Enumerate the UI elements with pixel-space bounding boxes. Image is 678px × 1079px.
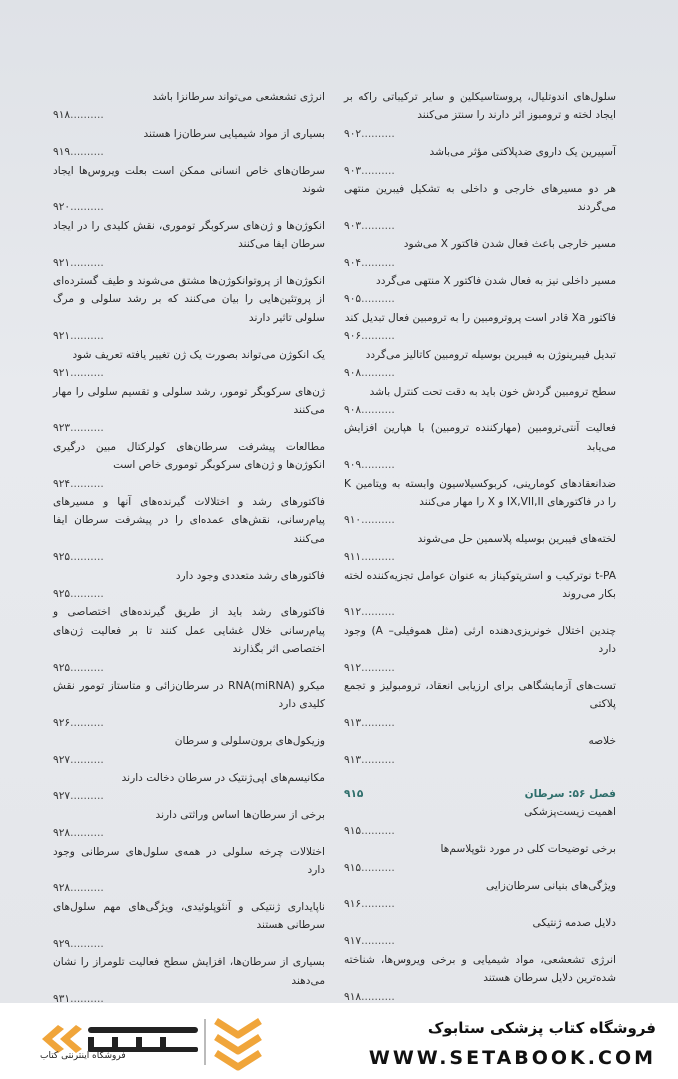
toc-entry-title: هر دو مسیرهای خارجی و داخلی به تشکیل فیبرین منتهی می‌گردند: [344, 183, 616, 214]
page-number: ۹۱۸: [53, 109, 71, 122]
toc-entry: [344, 530, 616, 567]
watermark-footer: [0, 1003, 678, 1079]
page-number: ۹۰۴: [344, 256, 362, 269]
toc-entry-page: [344, 254, 616, 272]
page-number: ۹۱۸: [344, 990, 362, 1003]
toc-entry: [344, 143, 616, 180]
page-number: ۹۱۲: [344, 661, 362, 674]
toc-entry-page: [53, 585, 325, 603]
toc-entry-title: اهمیت زیست‌پزشکی: [524, 806, 616, 819]
toc-entry-title: ژن‌های سرکوبگر تومور، رشد سلولی و تقسیم سلولی را مهار می‌کنند: [53, 385, 325, 416]
toc-entry: [53, 346, 325, 383]
toc-entry-title: تبدیل فیبرینوژن به فیبرین بوسیله ترومبین کاتالیز می‌گردد: [365, 348, 616, 361]
toc-entry-title: خلاصه: [588, 735, 616, 748]
toc-entry: [53, 806, 325, 843]
toc-entry: [344, 914, 616, 951]
page-number: ۹۲۱: [53, 256, 71, 269]
toc-entry-title: بسیاری از سرطان‌ها، افزایش سطح فعالیت تلومراز را نشان می‌دهند: [53, 956, 325, 987]
page-number: ۹۰۶: [344, 330, 362, 343]
toc-entry-page: [344, 932, 616, 950]
toc-entry: [344, 622, 616, 677]
dot-leader: ..........: [70, 256, 104, 269]
toc-entry-page: [53, 475, 325, 493]
toc-entry-title: فعالیت آنتی‌ترومبین (مهارکننده ترومبین) با هپارین افزایش می‌یابد: [344, 422, 616, 453]
dot-leader: ..........: [70, 146, 104, 159]
toc-entry-title: ویژگی‌های بنیانی سرطان‌زایی: [486, 880, 616, 893]
toc-entry-title: فاکتورهای رشد و اختلالات گیرنده‌های آنها و مسیرهای پیام‌رسانی، نقش‌های عمده‌ای را در پیشرفت سرطان ایفا می‌کنند: [53, 495, 325, 545]
toc-entry-page: [53, 714, 325, 732]
toc-entry-page: [53, 254, 325, 272]
page-number: ۹۱۵: [344, 861, 362, 874]
dot-leader: ..........: [70, 790, 104, 803]
toc-entry-page: [344, 548, 616, 566]
toc-entry-page: [53, 106, 325, 124]
toc-entry-page: [344, 290, 616, 308]
toc-entry-page: [344, 327, 616, 345]
toc-entry-title: برخی توضیحات کلی در مورد نئوپلاسم‌ها: [440, 843, 616, 856]
dot-leader: ..........: [361, 716, 395, 729]
toc-entry-page: [344, 895, 616, 913]
dot-leader: ..........: [70, 753, 104, 766]
toc-entry: [53, 217, 325, 272]
page-number: ۹۲۸: [53, 827, 71, 840]
dot-leader: ..........: [361, 459, 395, 472]
toc-entry-page: [344, 401, 616, 419]
dot-leader: ..........: [70, 937, 104, 950]
store-name: فروشگاه کتاب پزشکی ستابوک: [427, 1019, 656, 1037]
toc-entry-page: [53, 787, 325, 805]
toc-entry-title: t-PA نوترکیب و استرپتوکیناز به عنوان عوامل تجزیه‌کننده لخته بکار می‌روند: [344, 569, 616, 600]
toc-entry: [344, 88, 616, 143]
toc-entry: [344, 732, 616, 769]
toc-entry-page: [344, 988, 616, 1004]
toc-entry-page: [53, 935, 325, 953]
page-number: ۹۲۱: [53, 330, 71, 343]
toc-entry-page: [53, 990, 325, 1003]
page-number: ۹۲۳: [53, 422, 71, 435]
chapter-page: ۹۱۵: [344, 788, 364, 801]
toc-entry-page: [53, 143, 325, 161]
toc-entry: [53, 898, 325, 953]
page-number: ۹۲۸: [53, 882, 71, 895]
dot-leader: ..........: [361, 898, 395, 911]
dot-leader: ..........: [361, 330, 395, 343]
toc-entry: [344, 235, 616, 272]
toc-entry: [344, 383, 616, 420]
toc-entry-page: [53, 659, 325, 677]
toc-entry-title: مکانیسم‌های اپی‌ژنتیک در سرطان دخالت دارند: [121, 772, 325, 785]
toc-entry-page: [53, 364, 325, 382]
dot-leader: ..........: [70, 992, 104, 1003]
toc-entry-title: مطالعات پیشرفت سرطان‌های کولرکتال مبین درگیری انکوژن‌ها و ژن‌های سرکوبگر توموری خاص است: [53, 440, 325, 472]
page-number: ۹۱۶: [344, 898, 362, 911]
toc-entry: [344, 677, 616, 732]
dot-leader: ..........: [70, 422, 104, 435]
page-number: ۹۲۷: [53, 790, 71, 803]
toc-entry-title: ناپایداری ژنتیکی و آنئوپلوئیدی، ویژگی‌های مهم سلول‌های سرطانی هستند: [53, 900, 325, 932]
dot-leader: ..........: [70, 661, 104, 674]
dot-leader: ..........: [70, 827, 104, 840]
toc-entry-page: [53, 879, 325, 897]
toc-entry-title: سطح ترومبین گردش خون باید به دقت تحت کنترل باشد: [369, 385, 616, 398]
toc-entry-page: [344, 822, 616, 840]
toc-entry-title: تست‌های آزمایشگاهی برای ارزیابی انعقاد، ترومبولیز و تجمع پلاکتی: [344, 680, 616, 711]
toc-entry-title: چندین اختلال خونریزی‌دهنده ارثی (مثل هموفیلی– A) وجود دارد: [344, 624, 617, 656]
toc-entry: [53, 162, 325, 217]
toc-entry: [344, 346, 616, 383]
toc-left-column: [53, 88, 325, 1003]
toc-entry-title: لخته‌های فیبرین بوسیله پلاسمین حل می‌شوند: [417, 532, 616, 545]
dot-leader: ..........: [361, 403, 395, 416]
toc-entry-page: [53, 419, 325, 437]
toc-entry-title: سرطان‌های خاص انسانی ممکن است بعلت ویروس‌ها ایجاد شوند: [53, 164, 325, 196]
dot-leader: ..........: [361, 256, 395, 269]
page-number: ۹۰۲: [344, 127, 362, 140]
toc-entry: [53, 88, 325, 125]
dot-leader: ..........: [361, 824, 395, 837]
page-number: ۹۱۳: [344, 753, 362, 766]
page-number: ۹۲۱: [53, 367, 71, 380]
toc-entry-page: [53, 327, 325, 345]
toc-entry: [53, 383, 325, 438]
toc-entry: [53, 567, 325, 604]
dot-leader: ..........: [70, 716, 104, 729]
toc-entry: [53, 732, 325, 769]
page-number: ۹۱۱: [344, 551, 362, 564]
dot-leader: ..........: [70, 367, 104, 380]
dot-leader: ..........: [361, 606, 395, 619]
dot-leader: ..........: [361, 935, 395, 948]
toc-entry-page: [344, 511, 616, 529]
page-number: ۹۲۶: [53, 716, 71, 729]
toc-entry: [344, 309, 616, 346]
store-url: WWW.SETABOOK.COM: [368, 1047, 656, 1069]
page-number: ۹۰۸: [344, 403, 362, 416]
page-number: ۹۲۷: [53, 753, 71, 766]
dot-leader: ..........: [70, 477, 104, 490]
toc-entry: [344, 567, 616, 622]
toc-entry: [53, 953, 325, 1003]
toc-entry: [344, 272, 616, 309]
dot-leader: ..........: [361, 514, 395, 527]
dot-leader: ..........: [70, 882, 104, 895]
toc-entry-title: فاکتورهای رشد باید از طریق گیرنده‌های اختصاصی و پیام‌رسانی خلال غشایی عمل کنند تا بر فعالیت ژن‌های اختصاصی اثر بگذارند: [53, 606, 325, 656]
toc-entry-page: [53, 198, 325, 216]
toc-entry: [53, 125, 325, 162]
dot-leader: ..........: [361, 293, 395, 306]
toc-entry-page: [344, 603, 616, 621]
dot-leader: ..........: [361, 990, 395, 1003]
page-number: ۹۲۵: [53, 551, 71, 564]
dot-leader: ..........: [361, 551, 395, 564]
toc-entry-page: [53, 751, 325, 769]
toc-entry-title: بسیاری از مواد شیمیایی سرطان‌زا هستند: [143, 127, 325, 140]
dot-leader: ..........: [70, 109, 104, 122]
toc-entry: [53, 677, 325, 732]
toc-entry: [344, 803, 616, 840]
toc-entry: [344, 951, 616, 1003]
page-number: ۹۲۵: [53, 587, 71, 600]
toc-right-column: [344, 88, 616, 1003]
toc-entry-page: [53, 824, 325, 842]
page-number: ۹۲۹: [53, 937, 71, 950]
page-number: ۹۰۹: [344, 459, 362, 472]
page-number: ۹۲۰: [53, 201, 71, 214]
page-number: ۹۰۵: [344, 293, 362, 306]
toc-entry: [344, 877, 616, 914]
toc-entry-page: [344, 659, 616, 677]
toc-entry-page: [344, 714, 616, 732]
dot-leader: ..........: [70, 587, 104, 600]
toc-entry-page: [344, 125, 616, 143]
toc-entry-title: اختلالات چرخه سلولی در همه‌ی سلول‌های سرطانی وجود دارد: [53, 845, 325, 877]
page-number: ۹۰۸: [344, 367, 362, 380]
toc-entry-title: وزیکول‌های برون‌سلولی و سرطان: [174, 735, 325, 748]
page-number: ۹۰۳: [344, 164, 362, 177]
toc-entry-title: مسیر خارجی باعث فعال شدن فاکتور X می‌شود: [403, 238, 616, 251]
toc-entry: [53, 272, 325, 346]
page-number: ۹۱۲: [344, 606, 362, 619]
page-number: ۹۱۵: [344, 824, 362, 837]
toc-entry-page: [344, 751, 616, 769]
page-number: ۹۱۰: [344, 514, 362, 527]
page-number: ۹۱۹: [53, 146, 71, 159]
toc-entry-title: انرژی تشعشعی می‌تواند سرطانزا باشد: [152, 91, 325, 103]
page-number: ۹۰۳: [344, 219, 362, 232]
toc-entry-title: ضدانعقادهای کومارینی، کربوکسیلاسیون وابسته به ویتامین K را در فاکتورهای IX,VII,II و X را مهار می‌کنند: [344, 477, 616, 508]
chapter-heading: [344, 785, 616, 803]
toc-entry-title: فاکتور Xa قادر است پروترومبین را به ترومبین فعال تبدیل کند: [344, 311, 616, 324]
toc-entry: [344, 840, 616, 877]
toc-entry-page: [53, 548, 325, 566]
toc-entry: [344, 475, 616, 530]
dot-leader: ..........: [361, 127, 395, 140]
toc-entry-title: فاکتورهای رشد متعددی وجود دارد: [175, 569, 325, 582]
toc-entry: [53, 493, 325, 567]
page-number: ۹۲۵: [53, 661, 71, 674]
toc-entry-page: [344, 217, 616, 235]
toc-entry-title: انرژی تشعشعی، مواد شیمیایی و برخی ویروس‌ها، شناخته شده‌ترین دلایل سرطان هستند: [344, 953, 616, 985]
toc-entry-title: انکوژن‌ها و ژن‌های سرکوبگر توموری، نقش کلیدی را در ایجاد سرطان ایفا می‌کنند: [53, 219, 325, 251]
toc-entry: [53, 843, 325, 898]
toc-entry-title: یک انکوژن می‌تواند بصورت یک ژن تغییر یافته تعریف شود: [72, 348, 325, 361]
toc-entry: [53, 438, 325, 493]
dot-leader: ..........: [70, 551, 104, 564]
dot-leader: ..........: [361, 164, 395, 177]
dot-leader: ..........: [361, 861, 395, 874]
page-number: ۹۱۳: [344, 716, 362, 729]
toc-entry: [53, 603, 325, 677]
toc-entry-page: [344, 859, 616, 877]
dot-leader: ..........: [361, 753, 395, 766]
toc-entry-title: آسپیرین یک داروی ضدپلاکتی مؤثر می‌باشد: [429, 146, 616, 159]
toc-entry-title: برخی از سرطان‌ها اساس وراثتی دارند: [155, 808, 325, 821]
toc-entry-title: میکرو RNA(miRNA) در سرطان‌زائی و متاستاز تومور نقش کلیدی دارد: [53, 680, 325, 711]
chapter-title: فصل ۵۶: سرطان: [524, 788, 616, 801]
toc-entry-title: دلایل صدمه ژنتیکی: [532, 916, 616, 929]
toc-entry-title: سلول‌های اندوتلیال، پروستاسیکلین و سایر ترکیباتی راکه بر ایجاد لخته و ترومبوز اثر دارند را سنتز می‌کنند: [344, 91, 616, 122]
toc-entry: [53, 769, 325, 806]
toc-entry-page: [344, 364, 616, 382]
logo-caption: فروشگاه اینترنتی کتاب: [40, 1051, 126, 1061]
toc-entry: [344, 180, 616, 235]
dot-leader: ..........: [361, 661, 395, 674]
dot-leader: ..........: [361, 367, 395, 380]
toc-entry-title: مسیر داخلی نیز به فعال شدن فاکتور X منتهی می‌گردد: [376, 275, 616, 288]
page-number: ۹۲۴: [53, 477, 71, 490]
page-number: ۹۳۱: [53, 992, 71, 1003]
dot-leader: ..........: [70, 201, 104, 214]
page-number: ۹۱۷: [344, 935, 362, 948]
toc-entry: [344, 419, 616, 474]
toc-entry-page: [344, 162, 616, 180]
setabook-logo-icon: [28, 1013, 268, 1071]
toc-entry-title: انکوژن‌ها از پروتوانکوژن‌ها مشتق می‌شوند و طیف گسترده‌ای از پروتئین‌هایی را بیان می‌کنند که بر رشد سلولی و مرگ سلولی تاثیر دارند: [53, 275, 325, 324]
dot-leader: ..........: [361, 219, 395, 232]
dot-leader: ..........: [70, 330, 104, 343]
toc-entry-page: [344, 456, 616, 474]
